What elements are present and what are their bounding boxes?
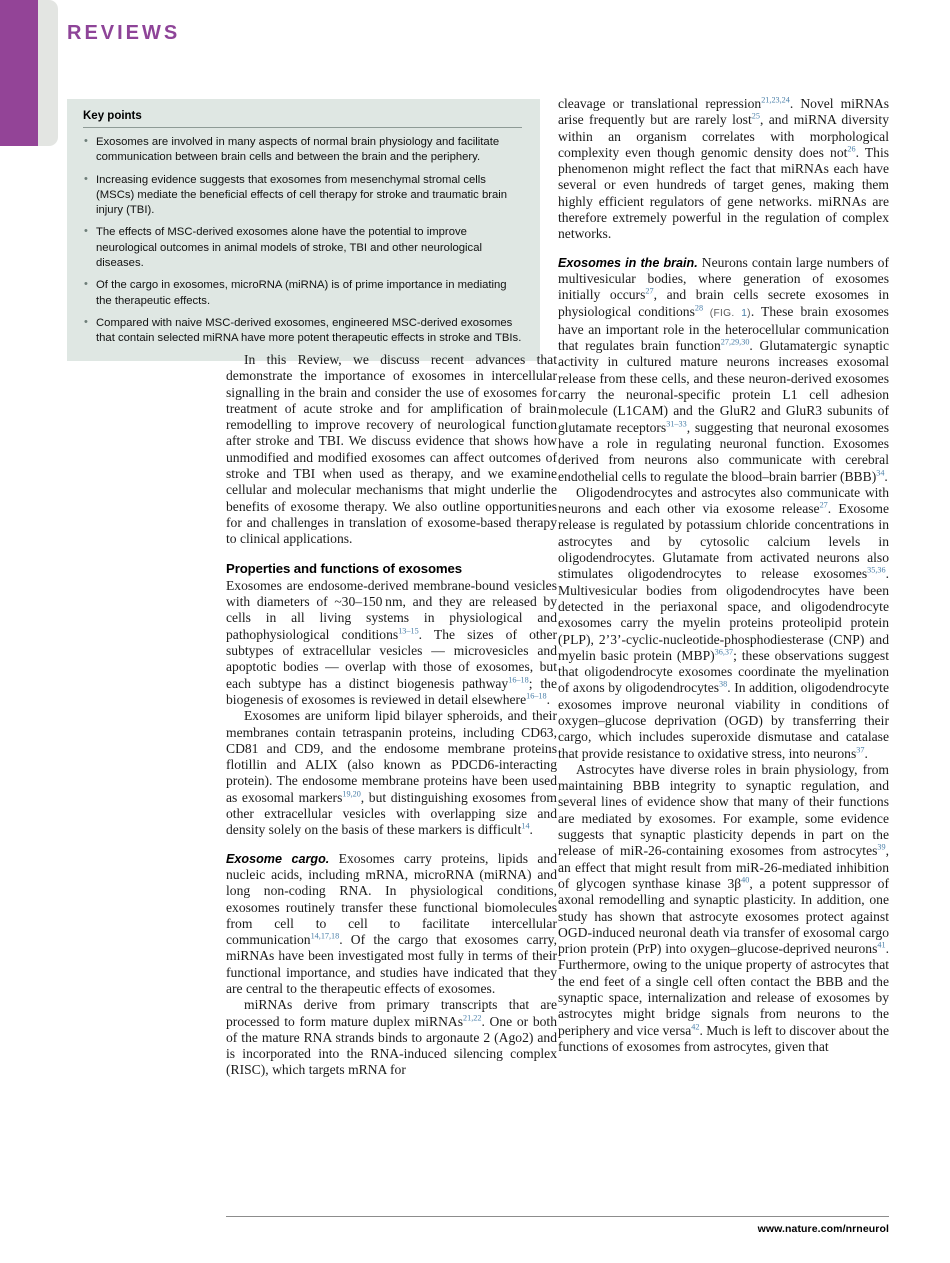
reference-superscript[interactable]: 42 bbox=[691, 1022, 700, 1032]
paragraph-mirna-continued bbox=[558, 96, 889, 243]
reference-superscript[interactable]: 40 bbox=[741, 875, 750, 885]
paragraph-text: Exosomes are uniform lipid bilayer spheroids, and their membranes contain tetraspanin proteins, including CD63, CD81 and CD9, and the endosome membrane proteins flotillin and ALIX (also known as PDCD6-interacting protein). The endosome membrane proteins have been used as exosomal markers bbox=[226, 708, 557, 805]
paragraph-exosome-cargo bbox=[226, 851, 557, 998]
running-head: REVIEWS bbox=[67, 22, 181, 44]
paragraph-text: Astrocytes have diverse roles in brain physiology, from maintaining BBB integrity to synaptic regulation, and several lines of evidence show that many of their functions are mediated by exosomes. For example, some evidence suggests that synaptic plasticity depends in part on the release of miR-26-containing exosomes from astrocytes bbox=[558, 761, 889, 859]
paragraph-spacer bbox=[558, 243, 889, 255]
footer-divider bbox=[226, 1216, 889, 1217]
reference-superscript[interactable]: 13–15 bbox=[398, 626, 419, 636]
paragraph-text: . Furthermore, owing to the unique property of astrocytes that the end feet of a single cell often contact the BBB and the synaptic space, internalization and release of exosomes by astrocytes might bridge signals from neurons to the periphery and vice versa bbox=[558, 941, 889, 1038]
list-item: • Of the cargo in exosomes, microRNA (miRNA) is of prime importance in mediating the therapeutic effects. bbox=[83, 278, 522, 309]
reference-superscript[interactable]: 14 bbox=[521, 821, 530, 831]
list-item: • Compared with naive MSC-derived exosomes, engineered MSC-derived exosomes that contain selected miRNA have more potent therapeutic effects in stroke and TBIs. bbox=[83, 316, 522, 347]
paragraph-text: Oligodendrocytes and astrocytes also communicate with neurons and each other via exosome release bbox=[558, 484, 889, 517]
paragraph-intro bbox=[226, 352, 557, 548]
paragraph-text: . bbox=[546, 691, 550, 707]
reference-superscript[interactable]: 25 bbox=[751, 111, 760, 121]
paragraph-properties-2 bbox=[226, 708, 557, 838]
paragraph-text: In this Review, we discuss recent advances that demonstrate the importance of exosomes in intercellular signalling in the brain and consider the use of exosomes for treatment of acute stroke and for amplification of brain remodelling to improve recovery of neurological function after stroke and TBI. We discuss evidence that shows how unmodified and modified exosomes can affect outcomes of stroke and TBI when used as therapy, and we examine cellular and molecular mechanisms that might underlie the benefits of exosome therapy. We also outline opportunities for and challenges in translation of exosome-based therapy to clinical applications. bbox=[226, 352, 557, 547]
paragraph-text: . bbox=[884, 468, 888, 484]
figure-reference-label: FIG. bbox=[713, 307, 735, 319]
subsection-heading-exosome-cargo: Exosome cargo. bbox=[226, 851, 330, 866]
reference-superscript[interactable]: 27,29,30 bbox=[720, 337, 750, 347]
list-item: • Exosomes are involved in many aspects of normal brain physiology and facilitate communication between brain cells and between the brain and the periphery. bbox=[83, 135, 522, 166]
body-column-left bbox=[226, 352, 557, 1079]
paragraph-text: cleavage or translational repression bbox=[558, 96, 762, 111]
reference-superscript[interactable]: 14,17,18 bbox=[310, 931, 340, 941]
reference-superscript[interactable]: 36,37 bbox=[714, 647, 734, 657]
subsection-heading-exosomes-in-the-brain: Exosomes in the brain. bbox=[558, 255, 698, 270]
paragraph-text: Exosomes carry proteins, lipids and nucleic acids, including mRNA, microRNA (miRNA) and long non-coding RNA. In physiological conditions, exosomes routinely transfer these functional biomolecules from cell to cell to facilitate intercellular communication bbox=[226, 850, 558, 948]
reference-superscript[interactable]: 31–33 bbox=[666, 419, 687, 429]
footer-url[interactable]: www.nature.com/nrneurol bbox=[757, 1223, 889, 1235]
reference-superscript[interactable]: 35,36 bbox=[867, 565, 886, 575]
reference-superscript[interactable]: 21,23,24 bbox=[761, 95, 790, 105]
paragraph-text: . This phenomenon might reflect the fact that miRNAs each have several or even hundreds of target genes, making them highly efficient regulators of gene networks. miRNAs are therefore extremely powerful in the regulation of complex networks. bbox=[558, 144, 890, 242]
reference-superscript[interactable]: 39 bbox=[877, 842, 886, 852]
paragraph-text: , a potent suppressor of axonal remodelling and synaptic plasticity. In addition, one study has shown that astrocyte exosomes protect against OGD-induced neuronal death via transfer of exosomal cargo prion protein (PrP) into oxygen–glucose-deprived neurons bbox=[558, 875, 889, 957]
paragraph-astrocytes bbox=[558, 762, 889, 1055]
paragraph-text: . Multivesicular bodies from oligodendrocytes have been detected in the periaxonal space, and oligodendrocyte exosomes carry the myelin proteins proteolipid protein (PLP), 2’3’-cyclic-nucleotide-phosphodiesterase (CNP) and myelin basic protein (MBP) bbox=[558, 566, 889, 663]
paragraph-text: . bbox=[864, 745, 868, 761]
list-item: • The effects of MSC-derived exosomes alone have the potential to improve neurological outcomes in animal models of stroke, TBI and other neurological diseases. bbox=[83, 225, 522, 271]
paragraph-text: , suggesting that neuronal exosomes have a role in regulating neuronal function. Exosomes derived from neurons also communicate with cerebral endothelial cells to regulate the blood–brain barrier (BBB) bbox=[558, 419, 889, 484]
reference-superscript[interactable]: 28 bbox=[694, 303, 704, 313]
key-points-title: Key points bbox=[83, 110, 522, 128]
paragraph-text: . Novel miRNAs arise frequently but are rarely lost bbox=[558, 96, 889, 128]
paragraph-text: Exosomes are endosome-derived membrane-bound vesicles with diameters of ~30–150 nm, and they are released by cells in all living systems in physiological and pathophysiological conditions bbox=[226, 577, 557, 642]
paragraph-text: , but distinguishing exosomes from other extracellular vesicles with overlapping size and density solely on the basis of these markers is difficult bbox=[226, 789, 557, 838]
reference-superscript[interactable]: 41 bbox=[877, 940, 886, 950]
paragraph-text: . The sizes of other subtypes of extracellular vesicles — microvesicles and apoptotic bodies — overlap with those of exosomes, but each subtype has a distinct biogenesis pathway bbox=[226, 626, 558, 691]
reference-superscript[interactable]: 27 bbox=[819, 500, 828, 510]
reference-superscript[interactable]: 37 bbox=[856, 745, 865, 755]
key-points-list bbox=[83, 135, 522, 347]
paragraph-spacer bbox=[226, 839, 557, 851]
paragraph-text: , an effect that might result from miR-26-mediated inhibition of glycogen synthase kinase 3β bbox=[558, 843, 889, 891]
key-points-box bbox=[67, 99, 540, 361]
reference-superscript[interactable]: 26 bbox=[847, 144, 856, 154]
reference-superscript[interactable]: 16–18 bbox=[508, 675, 529, 685]
reference-superscript[interactable]: 38 bbox=[719, 679, 728, 689]
reference-superscript[interactable]: 34 bbox=[876, 468, 885, 477]
paragraph-text: ; these observations suggest that oligodendrocyte exosomes coordinate the myelination of axons by oligodendrocytes bbox=[558, 647, 889, 696]
body-column-right bbox=[558, 96, 889, 1055]
paragraph-text: . These brain exosomes have an important role in the heterocellular communication that regulates brain function bbox=[558, 303, 889, 354]
reference-superscript[interactable]: 21,22 bbox=[463, 1013, 482, 1023]
paragraph-text: . bbox=[529, 822, 533, 838]
paragraph-text: , and miRNA diversity within an organism correlates with morphological complexity even though genomic density does not bbox=[558, 112, 889, 160]
list-item: • Increasing evidence suggests that exosomes from mesenchymal stromal cells (MSCs) mediate the beneficial effects of cell therapy for stroke and traumatic brain injury (TBI). bbox=[83, 173, 522, 219]
paragraph-properties-1 bbox=[226, 578, 557, 708]
paragraph-text: , and brain cells secrete exosomes in physiological conditions bbox=[558, 287, 889, 319]
paragraph-text: . Glutamatergic synaptic activity in cultured mature neurons increases exosomal release from these cells, and these neuron-derived exosomes carry the neuronal-specific protein L1 cell adhesion molecule (L1CAM) and the GluR2 and GluR3 subunits of glutamate receptors bbox=[558, 338, 889, 435]
paragraph-oligodendrocytes bbox=[558, 485, 889, 762]
section-heading-properties: Properties and functions of exosomes bbox=[226, 560, 463, 576]
reference-superscript[interactable]: 27 bbox=[645, 286, 654, 296]
paragraph-text: miRNAs derive from primary transcripts that are processed to form mature duplex miRNAs bbox=[226, 997, 557, 1029]
paragraph-text: Neurons contain large numbers of multivesicular bodies, where generation of exosomes initially occurs bbox=[558, 254, 889, 303]
paragraph-text: . One or both of the mature RNA strands binds to argonaute 2 (Ago2) and is incorporated into the RNA-induced silencing complex (RISC), which targets mRNA for bbox=[226, 1013, 557, 1078]
reference-superscript[interactable]: 19,20 bbox=[342, 789, 361, 799]
paragraph-text: . In addition, oligodendrocyte exosomes improve neuronal viability in conditions of oxygen–glucose deprivation (OGD) by transferring their cargo, which includes superoxide dismutase and catalase that provide resistance to oxidative stress, into neurons bbox=[558, 680, 889, 761]
paragraph-text: . Much is left to discover about the functions of exosomes from astrocytes, given that bbox=[558, 1022, 889, 1054]
reference-superscript[interactable]: 16–18 bbox=[526, 691, 547, 701]
figure-reference-number: 1 bbox=[741, 307, 748, 319]
paragraph-text: . Of the cargo that exosomes carry, miRNAs have been investigated most fully in terms of their functional importance, and studies have indicated that they are central to the therapeutic effects of exosomes. bbox=[226, 932, 557, 996]
paragraph-text: ; the biogenesis of exosomes is reviewed in detail elsewhere bbox=[226, 675, 557, 707]
paragraph-exosomes-in-brain bbox=[558, 255, 889, 485]
paragraph-mirna bbox=[226, 997, 557, 1078]
page-edge-tab bbox=[0, 0, 38, 146]
paragraph-text: . Exosome release is regulated by potassium chloride concentrations in astrocytes and by cytosolic calcium levels in oligodendrocytes. Glutamate from activated neurons also stimulates oligodendrocytes to release exosomes bbox=[558, 501, 889, 582]
figure-reference[interactable]: (FIG. 1) bbox=[703, 307, 751, 319]
